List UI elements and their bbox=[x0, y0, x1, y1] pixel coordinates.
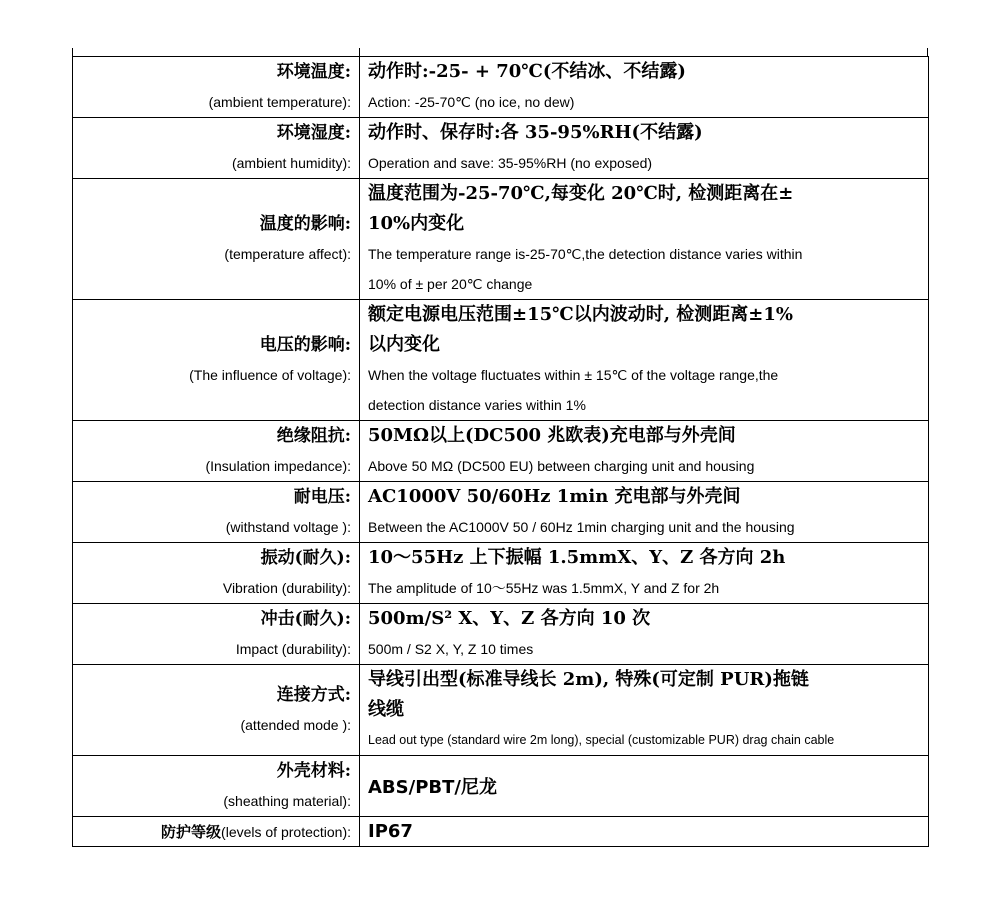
label-en: (levels of protection): bbox=[221, 824, 351, 840]
label-zh: 连接方式: bbox=[276, 685, 351, 705]
spec-value bbox=[360, 543, 929, 604]
table-row bbox=[73, 57, 929, 118]
label-en: (sheathing material): bbox=[223, 793, 351, 809]
spec-label bbox=[73, 179, 360, 300]
spec-value bbox=[360, 756, 929, 817]
spec-label bbox=[73, 604, 360, 665]
spec-label bbox=[73, 300, 360, 421]
spec-label bbox=[73, 57, 360, 118]
label-zh: 温度的影响: bbox=[259, 214, 351, 234]
value-zh: AC1000V 50/60Hz 1min 充电部与外壳间 bbox=[368, 486, 741, 507]
value-zh: 动作时、保存时:各 35-95%RH(不结露) bbox=[368, 122, 703, 143]
label-en: (ambient temperature): bbox=[208, 94, 351, 110]
label-en: (ambient humidity): bbox=[231, 155, 351, 171]
value-zh-line1: 额定电源电压范围±15℃以内波动时, 检测距离±1% bbox=[368, 304, 793, 325]
table-row bbox=[73, 665, 929, 756]
spec-label bbox=[73, 665, 360, 756]
spec-label bbox=[73, 118, 360, 179]
spec-value bbox=[360, 665, 929, 756]
spec-value bbox=[360, 482, 929, 543]
table-row bbox=[73, 604, 929, 665]
table-top-stub-left bbox=[72, 48, 73, 56]
label-en: (The influence of voltage): bbox=[189, 367, 351, 383]
label-zh: 环境温度: bbox=[276, 62, 351, 82]
spec-value bbox=[360, 817, 929, 847]
spec-label bbox=[73, 482, 360, 543]
table-row bbox=[73, 179, 929, 300]
label-zh: 环境湿度: bbox=[276, 123, 351, 143]
value-en: The amplitude of 10～55Hz was 1.5mmX, Y and Z for 2h bbox=[368, 580, 720, 596]
label-zh: 外壳材料: bbox=[276, 761, 351, 781]
table-top-stub-mid bbox=[359, 48, 360, 56]
value-en: Lead out type (standard wire 2m long), special (customizable PUR) drag chain cable bbox=[368, 733, 835, 747]
spec-value bbox=[360, 57, 929, 118]
value-text: IP67 bbox=[368, 821, 413, 842]
table-top-stub-right bbox=[927, 48, 928, 56]
value-en-line1: The temperature range is-25-70℃,the detection distance varies within bbox=[368, 246, 803, 262]
value-en: Action: -25-70℃ (no ice, no dew) bbox=[368, 94, 575, 110]
value-en-line1: When the voltage fluctuates within ± 15℃ of the voltage range,the bbox=[368, 367, 779, 383]
label-en: (withstand voltage ): bbox=[225, 519, 351, 535]
value-zh-line2: 以内变化 bbox=[368, 334, 440, 355]
value-zh: 动作时:-25- + 70℃(不结冰、不结露) bbox=[368, 61, 686, 82]
label-en: Vibration (durability): bbox=[222, 580, 351, 596]
label-zh: 振动(耐久): bbox=[260, 548, 351, 568]
value-zh-line1: 导线引出型(标准导线长 2m), 特殊(可定制 PUR)拖链 bbox=[368, 669, 809, 690]
table-row bbox=[73, 118, 929, 179]
spec-label bbox=[73, 756, 360, 817]
value-zh-line2: 线缆 bbox=[368, 699, 404, 720]
value-zh: 50MΩ以上(DC500 兆欧表)充电部与外壳间 bbox=[368, 425, 736, 446]
table-row bbox=[73, 756, 929, 817]
spec-value bbox=[360, 118, 929, 179]
label-en: (temperature affect): bbox=[224, 246, 351, 262]
table-row bbox=[73, 482, 929, 543]
value-en: 500m / S2 X, Y, Z 10 times bbox=[368, 641, 534, 657]
value-text: ABS/PBT/尼龙 bbox=[368, 777, 497, 798]
table-row bbox=[73, 421, 929, 482]
label-zh: 绝缘阻抗: bbox=[276, 426, 351, 446]
spec-value bbox=[360, 604, 929, 665]
value-en: Above 50 MΩ (DC500 EU) between charging unit and housing bbox=[368, 458, 755, 474]
label-en: Impact (durability): bbox=[235, 641, 351, 657]
table-row bbox=[73, 817, 929, 847]
spec-label bbox=[73, 817, 360, 847]
table-row bbox=[73, 300, 929, 421]
value-zh-line1: 温度范围为-25-70℃,每变化 20℃时, 检测距离在± bbox=[368, 183, 794, 204]
spec-table bbox=[72, 56, 929, 847]
value-zh: 500m/S² X、Y、Z 各方向 10 次 bbox=[368, 608, 651, 629]
label-zh: 冲击(耐久): bbox=[260, 609, 351, 629]
label-zh: 防护等级 bbox=[161, 823, 222, 841]
value-en: Between the AC1000V 50 / 60Hz 1min charging unit and the housing bbox=[368, 519, 795, 535]
label-en: (attended mode ): bbox=[240, 717, 351, 733]
spec-label bbox=[73, 421, 360, 482]
value-en-line2: detection distance varies within 1% bbox=[368, 397, 586, 413]
value-en-line2: 10% of ± per 20℃ change bbox=[368, 276, 533, 292]
value-zh-line2: 10%内变化 bbox=[368, 213, 465, 234]
label-en: (Insulation impedance): bbox=[205, 458, 351, 474]
spec-value bbox=[360, 421, 929, 482]
spec-label bbox=[73, 543, 360, 604]
value-en: Operation and save: 35-95%RH (no exposed) bbox=[368, 155, 653, 171]
spec-value bbox=[360, 179, 929, 300]
table-row bbox=[73, 543, 929, 604]
label-zh: 耐电压: bbox=[293, 487, 351, 507]
label-zh: 电压的影响: bbox=[259, 335, 351, 355]
value-zh: 10～55Hz 上下振幅 1.5mmX、Y、Z 各方向 2h bbox=[368, 547, 786, 568]
spec-value bbox=[360, 300, 929, 421]
